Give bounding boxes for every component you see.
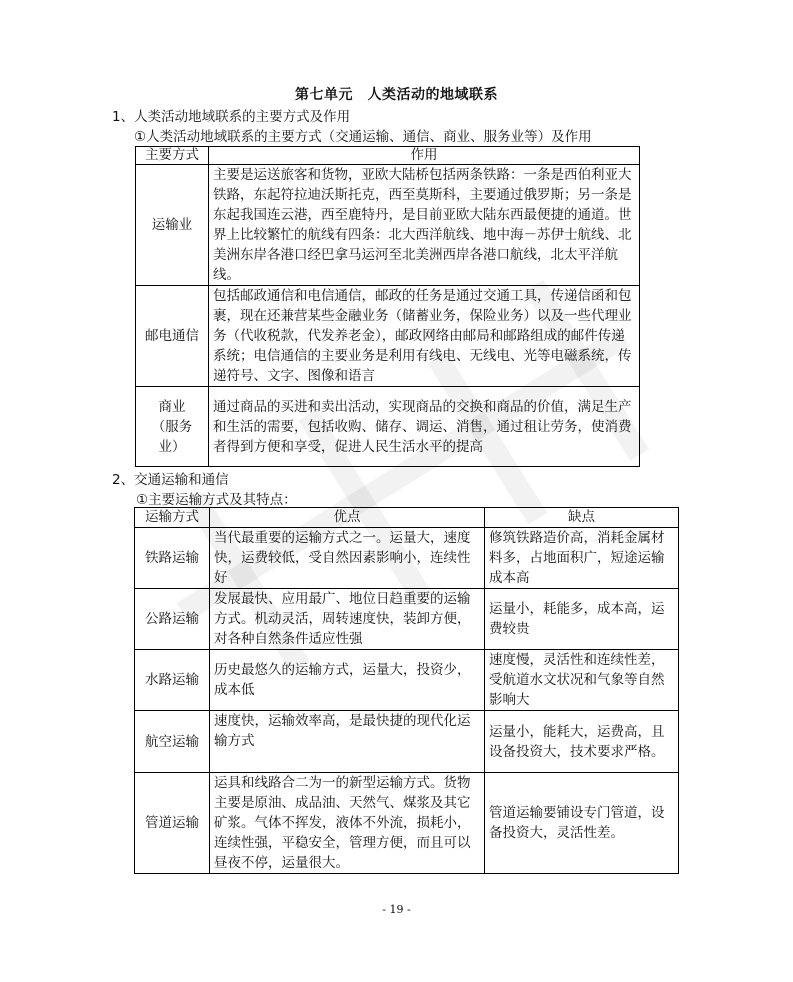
section-subheading-2: ①主要运输方式及其特点： bbox=[136, 492, 297, 508]
mode-cell: 邮电通信 bbox=[136, 286, 209, 387]
cons-cell: 管道运输要铺设专门管道，设备投资大，灵活性差。 bbox=[485, 773, 679, 874]
table-row bbox=[135, 528, 679, 589]
pros-cell: 运具和线路合二为一的新型运输方式。货物主要是原油、成品油、天然气、煤浆及其它矿浆。气体不挥发，液体不外流，损耗小，连续性强，平稳安全，管理方便，而且可以昼夜不停，运量很大。 bbox=[210, 773, 485, 874]
section-heading-2: 2、交通运输和通信 bbox=[112, 472, 229, 488]
table-row bbox=[136, 165, 640, 286]
pros-cell: 历史最悠久的运输方式，运量大，投资少，成本低 bbox=[210, 650, 485, 711]
pros-cell: 速度快，运输效率高，是最快捷的现代化运输方式 bbox=[210, 711, 485, 773]
section-heading-1: 1、人类活动地域联系的主要方式及作用 bbox=[112, 109, 351, 125]
header-cell: 缺点 bbox=[485, 508, 679, 528]
page-title: 第七单元 人类活动的地域联系 bbox=[295, 87, 498, 103]
pros-cell: 当代最重要的运输方式之一。运量大，速度快，运费较低，受自然因素影响小，连续性好 bbox=[210, 528, 485, 589]
table-row bbox=[136, 387, 640, 467]
modes-table bbox=[135, 146, 640, 467]
cons-cell: 修筑铁路造价高，消耗金属材料多，占地面积广，短途运输成本高 bbox=[485, 528, 679, 589]
header-cell: 主要方式 bbox=[136, 147, 209, 165]
table-row bbox=[135, 650, 679, 711]
role-cell: 通过商品的买进和卖出活动，实现商品的交换和商品的价值，满足生产和生活的需要，包括收购、储存、调运、消售，通过租让劳务，使消费者得到方便和享受，促进人民生活水平的提高 bbox=[209, 387, 640, 467]
table-row bbox=[136, 286, 640, 387]
mode-cell: 铁路运输 bbox=[135, 528, 210, 589]
role-cell: 包括邮政通信和电信通信，邮政的任务是通过交通工具，传递信函和包裹，现在还兼营某些金融业务（储蓄业务，保险业务）以及一些代理业务（代收税款，代发养老金），邮政网络由邮局和邮路组成的邮件传递系统；电信通信的主要业务是利用有线电、无线电、光等电磁系统，传递符号、文字、图像和语言 bbox=[209, 286, 640, 387]
header-cell: 作用 bbox=[209, 147, 640, 165]
table-header-row bbox=[135, 508, 679, 528]
header-cell: 优点 bbox=[210, 508, 485, 528]
table-header-row bbox=[136, 147, 640, 165]
header-cell: 运输方式 bbox=[135, 508, 210, 528]
table-row bbox=[135, 589, 679, 650]
mode-cell: 水路运输 bbox=[135, 650, 210, 711]
section-subheading-1: ①人类活动地域联系的主要方式（交通运输、通信、商业、服务业等）及作用 bbox=[134, 129, 592, 145]
cons-cell: 运量小，耗能多，成本高，运费较贵 bbox=[485, 589, 679, 650]
table-row bbox=[135, 773, 679, 874]
mode-cell: 运输业 bbox=[136, 165, 209, 286]
mode-cell: 航空运输 bbox=[135, 711, 210, 773]
mode-cell: 公路运输 bbox=[135, 589, 210, 650]
pros-cell: 发展最快、应用最广、地位日趋重要的运输方式。机动灵活，周转速度快，装卸方便，对各种自然条件适应性强 bbox=[210, 589, 485, 650]
cons-cell: 速度慢，灵活性和连续性差，受航道水文状况和气象等自然影响大 bbox=[485, 650, 679, 711]
transport-table bbox=[134, 507, 679, 874]
cons-cell: 运量小，能耗大，运费高，且设备投资大，技术要求严格。 bbox=[485, 711, 679, 773]
role-cell: 主要是运送旅客和货物，亚欧大陆桥包括两条铁路：一条是西伯利亚大铁路，东起符拉迪沃斯托克，西至莫斯科，主要通过俄罗斯；另一条是东起我国连云港，西至鹿特丹，是目前亚欧大陆东西最便捷的通道。世界上比较繁忙的航线有四条：北大西洋航线、地中海－苏伊士航线、北美洲东岸各港口经巴拿马运河至北美洲西岸各港口航线，北太平洋航线。 bbox=[209, 165, 640, 286]
mode-cell: 商业（服务业） bbox=[136, 387, 209, 467]
mode-cell: 管道运输 bbox=[135, 773, 210, 874]
page-number: - 19 - bbox=[382, 903, 411, 916]
table-row bbox=[135, 711, 679, 773]
